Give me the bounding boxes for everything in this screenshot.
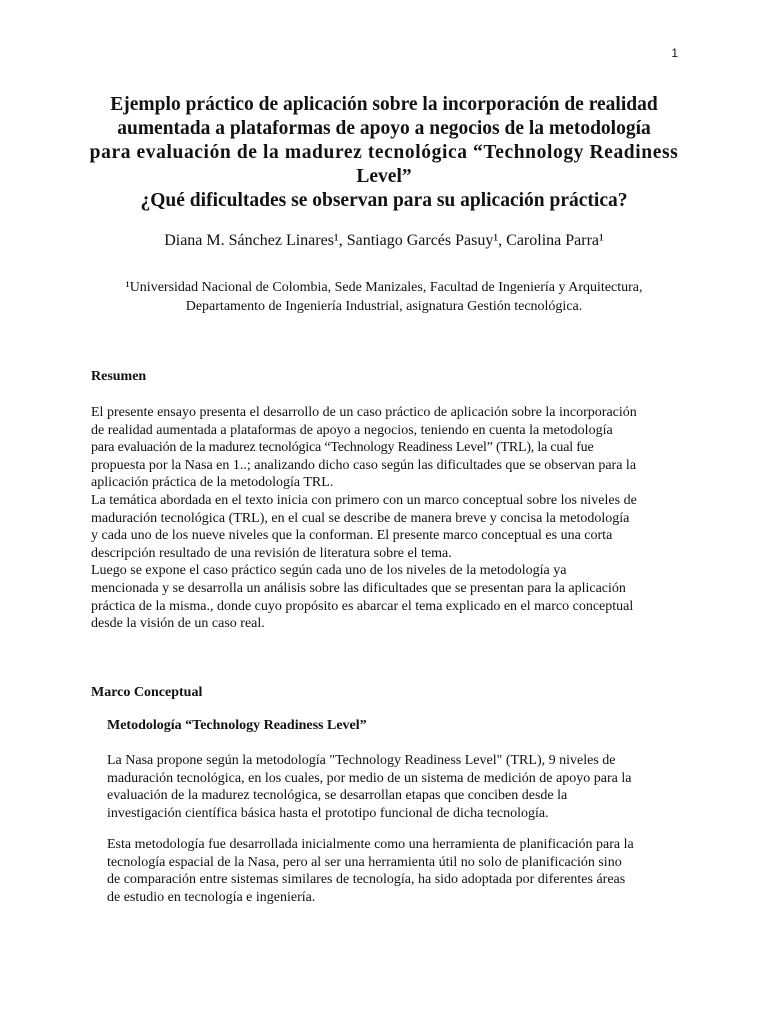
resumen-line: y cada uno de los nueve niveles que la conforman. El presente marco conceptual es una corta — [91, 528, 613, 544]
marco-line: de comparación entre sistemas similares de tecnología, ha sido adoptada por diferentes áreas — [107, 872, 626, 888]
affiliation-line: Departamento de Ingeniería Industrial, asignatura Gestión tecnológica. — [185, 299, 583, 314]
resumen-line: aplicación práctica de la metodología TRL. — [91, 475, 334, 491]
marco-line: Esta metodología fue desarrollada inicialmente como una herramienta de planificación para la — [107, 837, 634, 852]
marco-line: evaluación de la madurez tecnológica, se desarrollan etapas que conciben desde la — [107, 788, 568, 804]
paper-title — [80, 93, 688, 213]
methodology-subheading: Metodología “Technology Readiness Level” — [107, 718, 367, 733]
resumen-line: para evaluación de la madurez tecnológica “Technology Readiness Level” (TRL), la cual fue — [91, 440, 594, 456]
affiliation — [80, 278, 688, 316]
resumen-line: Luego se expone el caso práctico según cada uno de los niveles de la metodología ya — [91, 563, 567, 579]
title-line: para evaluación de la madurez tecnológica “Technology Readiness — [89, 142, 679, 163]
resumen-line: mencionada y se desarrolla un análisis sobre las dificultades que se presentan para la aplicación — [91, 580, 626, 596]
title-line: aumentada a plataformas de apoyo a negocios de la metodología — [117, 118, 651, 139]
marco-line: tecnología espacial de la Nasa, pero al ser una herramienta útil no solo de planificación sino — [107, 854, 622, 870]
resumen-body — [91, 404, 637, 633]
resumen-line: maduración tecnológica (TRL), en el cual se describe de manera breve y concisa la metodología — [91, 510, 630, 526]
resumen-line: desde la visión de un caso real. — [91, 616, 265, 632]
title-line: Ejemplo práctico de aplicación sobre la incorporación de realidad — [110, 94, 658, 115]
marco-line: La Nasa propone según la metodología "Technology Readiness Level" (TRL), 9 niveles de — [107, 753, 616, 768]
resumen-line: El presente ensayo presenta el desarrollo de un caso práctico de aplicación sobre la incorporación — [91, 405, 637, 420]
resumen-line: descripción resultado de una revisión de literatura sobre el tema. — [91, 545, 452, 561]
marco-line: maduración tecnológica, en los cuales, por medio de un sistema de medición de apoyo para la — [107, 770, 632, 786]
resumen-line: propuesta por la Nasa en 1..; analizando dicho caso según las dificultades que se observan para la — [91, 457, 637, 473]
authors: Diana M. Sánchez Linares¹, Santiago Garcés Pasuy¹, Carolina Parra¹ — [164, 232, 604, 249]
marco-paragraph-1 — [107, 752, 631, 822]
affiliation-line: ¹Universidad Nacional de Colombia, Sede Manizales, Facultad de Ingeniería y Arquitectura, — [125, 280, 643, 295]
marco-heading: Marco Conceptual — [91, 685, 203, 700]
resumen-line: de realidad aumentada a plataformas de apoyo a negocios, teniendo en cuenta la metodología — [91, 422, 613, 438]
resumen-line: práctica de la misma., donde cuyo propósito es abarcar el tema explicado en el marco conceptual — [91, 598, 634, 614]
marco-line: de estudio en tecnología e ingeniería. — [107, 889, 316, 905]
marco-line: investigación científica básica hasta el prototipo funcional de dicha tecnología. — [107, 805, 549, 821]
marco-paragraph-2 — [107, 836, 634, 906]
resumen-line: La temática abordada en el texto inicia con primero con un marco conceptual sobre los niveles de — [91, 492, 637, 508]
title-question: ¿Qué dificultades se observan para su aplicación práctica? — [140, 190, 628, 211]
title-line: Level” — [356, 166, 412, 187]
page-number: 1 — [671, 46, 678, 60]
resumen-heading: Resumen — [91, 369, 147, 384]
